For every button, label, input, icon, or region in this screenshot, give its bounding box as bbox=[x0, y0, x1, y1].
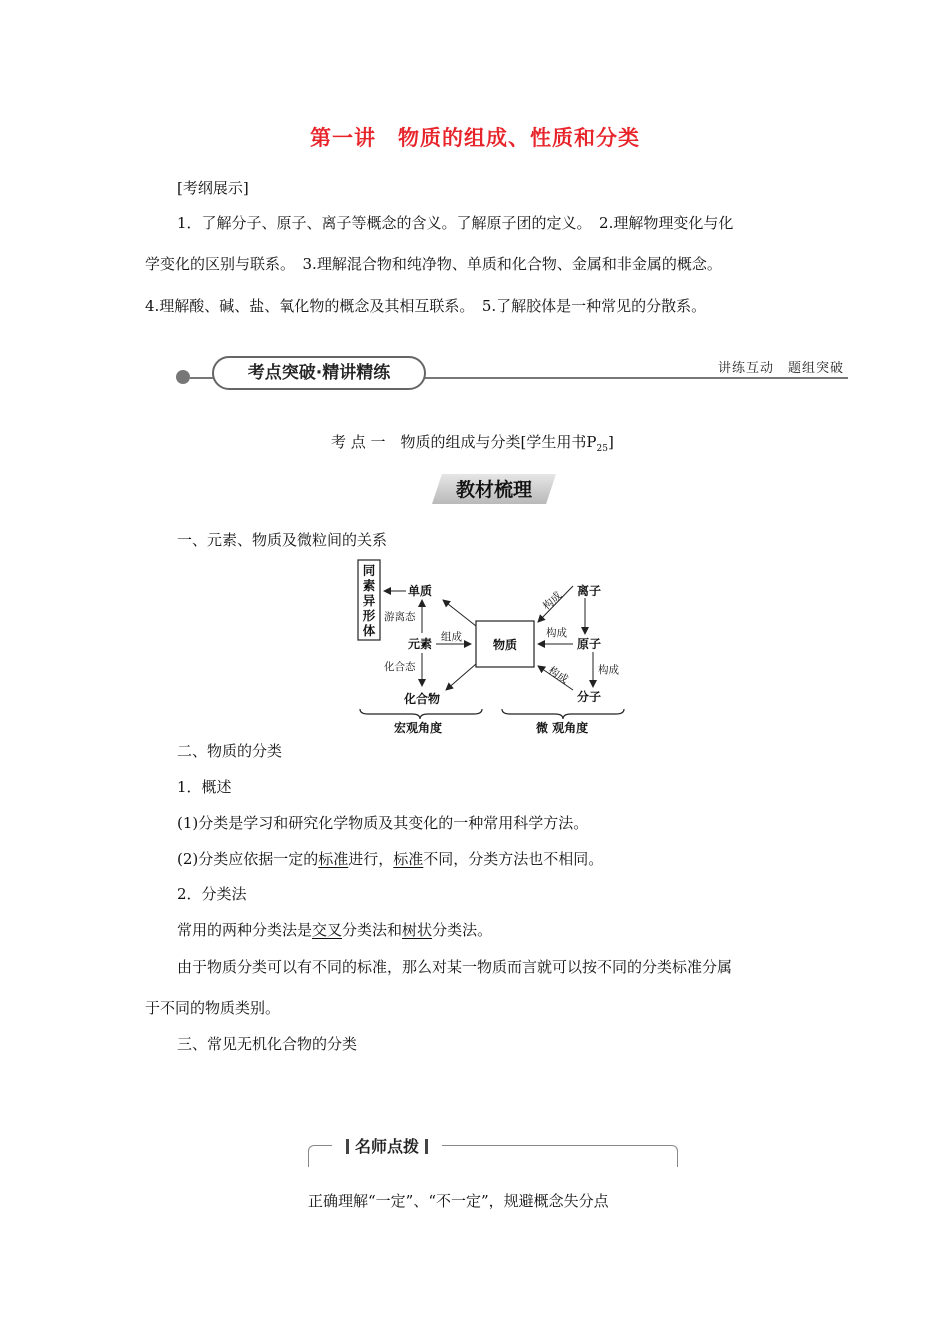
label-constitute-molecule: 构成 bbox=[546, 664, 571, 686]
tip-text: 正确理解“一定”、“不一定”，规避概念失分点 bbox=[308, 1192, 609, 1210]
node-atom: 原子 bbox=[577, 637, 602, 651]
paragraph-3: 常用的两种分类法是交叉分类法和树状分类法。 bbox=[177, 921, 493, 939]
blank-cross: 交叉 bbox=[312, 921, 343, 939]
paragraph-1: (1)分类是学习和研究化学物质及其变化的一种常用科学方法。 bbox=[177, 814, 589, 832]
node-ion: 离子 bbox=[577, 584, 602, 598]
label-constitute-atom-molecule: 构成 bbox=[598, 664, 619, 676]
label-macro: 宏观角度 bbox=[394, 721, 443, 735]
subheading-method: 2．分类法 bbox=[177, 885, 247, 903]
page-title: 第一讲 物质的组成、性质和分类 bbox=[310, 126, 640, 150]
node-molecule: 分子 bbox=[577, 690, 602, 704]
micro-brace bbox=[502, 709, 624, 719]
banner-label: 考点突破·精讲精练 bbox=[212, 356, 426, 390]
allotrope-char-3: 异 bbox=[362, 593, 376, 608]
node-element: 元素 bbox=[408, 637, 433, 651]
tip-label: 名师点拨 bbox=[332, 1134, 442, 1157]
allotrope-char-5: 体 bbox=[362, 623, 376, 638]
outline-header: [考纲展示] bbox=[177, 179, 249, 197]
label-compose: 组成 bbox=[441, 631, 462, 643]
outline-line-3: 4.理解酸、碱、盐、氧化物的概念及其相互联系。 5.了解胶体是一种常见的分散系。 bbox=[145, 297, 707, 315]
node-compound: 化合物 bbox=[404, 692, 441, 706]
paragraph-4-line-2: 于不同的物质类别。 bbox=[145, 999, 281, 1017]
section-badge: 教材梳理 bbox=[455, 479, 532, 501]
label-combined-state: 化合态 bbox=[384, 661, 416, 673]
node-substance: 物质 bbox=[492, 638, 518, 652]
node-elemental: 单质 bbox=[408, 584, 433, 598]
allotrope-char-1: 同 bbox=[362, 563, 376, 578]
label-free-state: 游离态 bbox=[384, 611, 416, 623]
relationship-diagram bbox=[340, 556, 640, 742]
blank-standard-2: 标准 bbox=[393, 850, 424, 868]
heading-1: 一、元素、物质及微粒间的关系 bbox=[177, 531, 388, 549]
outline-line-1: 1．了解分子、原子、离子等概念的含义。了解原子团的定义。 2.理解物理变化与化 bbox=[177, 214, 734, 232]
label-constitute-ion: 构成 bbox=[540, 589, 565, 613]
label-micro: 微 观角度 bbox=[536, 721, 589, 735]
heading-3: 三、常见无机化合物的分类 bbox=[177, 1035, 358, 1053]
outline-line-2: 学变化的区别与联系。 3.理解混合物和纯净物、单质和化合物、金属和非金属的概念。 bbox=[145, 255, 722, 273]
section-title: 考 点 一 物质的组成与分类[学生用书$P_{25}$] bbox=[331, 433, 614, 454]
subheading-overview: 1．概述 bbox=[177, 778, 232, 796]
paragraph-2: (2)分类应依据一定的标准进行，标准不同，分类方法也不相同。 bbox=[177, 850, 604, 868]
banner-right-text: 讲练互动 题组突破 bbox=[717, 361, 844, 376]
banner-dot bbox=[176, 370, 190, 384]
blank-standard-1: 标准 bbox=[318, 850, 349, 868]
allotrope-char-4: 形 bbox=[362, 608, 376, 623]
macro-brace bbox=[360, 709, 482, 719]
blank-tree: 树状 bbox=[402, 921, 433, 939]
allotrope-char-2: 素 bbox=[362, 578, 376, 593]
label-constitute-atom: 构成 bbox=[546, 627, 567, 639]
heading-2: 二、物质的分类 bbox=[177, 742, 283, 760]
paragraph-4-line-1: 由于物质分类可以有不同的标准，那么对某一物质而言就可以按不同的分类标准分属 bbox=[177, 958, 733, 976]
